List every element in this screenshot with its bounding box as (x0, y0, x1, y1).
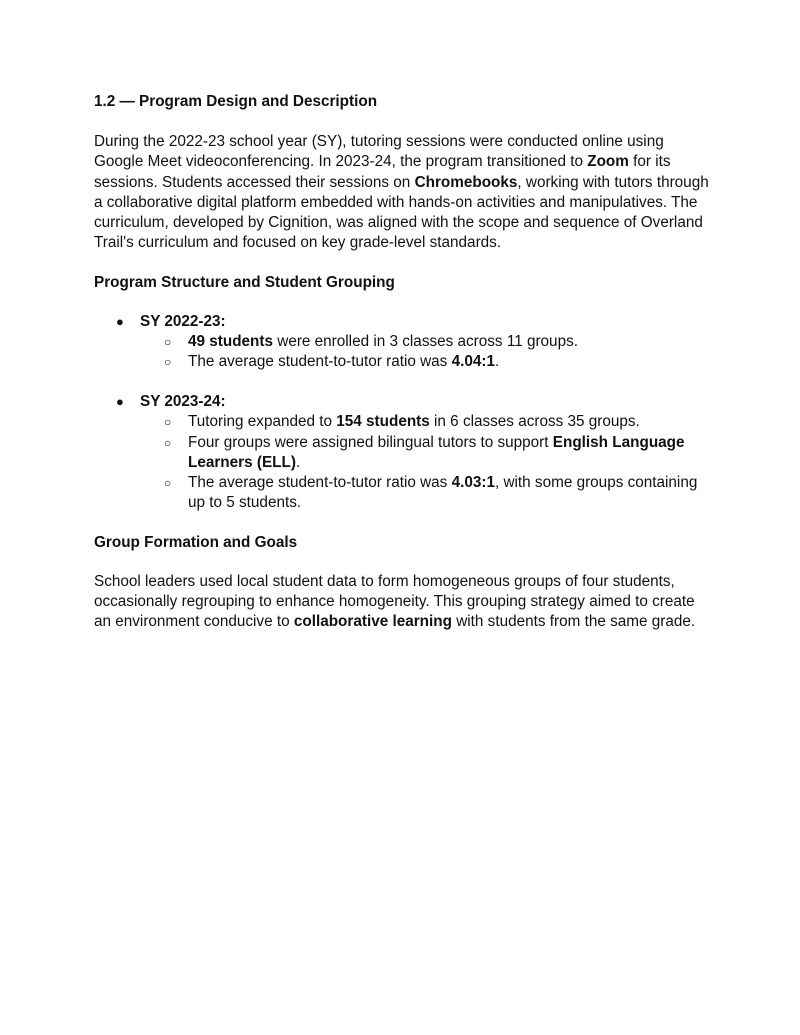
item-text-end: . (494, 353, 500, 371)
goals-text-1: School leaders used local student data to form homogeneous groups of four students, occasionally regrouping to enhance homogeneity. This grouping strategy aimed to create an environment conducive to (94, 572, 695, 631)
intro-text-3: , working with tutors through a collaborative digital platform embedded with hands-on activities and manipulatives. The curriculum, developed by Cignition, was aligned with the scope and sequence of Overland Trail's curriculum and focused on key grade-level standards. (94, 173, 709, 252)
goals-bold: collaborative learning (293, 613, 452, 631)
item-text: Four groups were assigned bilingual tutors to support (188, 433, 553, 451)
item-text: The average student-to-tutor ratio was (188, 474, 452, 492)
circle-bullet-icon: ○ (164, 476, 172, 491)
bullet-icon: ● (116, 394, 124, 410)
intro-text-2: for its sessions. Students accessed their sessions on (94, 153, 671, 191)
bold-ell: English Language Learners (ELL) (188, 433, 685, 471)
bold-students: 49 students (188, 332, 274, 350)
sub-list-item (140, 412, 710, 432)
year-label: SY 2023-24: (140, 393, 226, 411)
bold-ratio: 4.03:1 (451, 474, 495, 492)
list-item-sy-2022-23 (94, 312, 710, 373)
item-text-end: in 6 classes across 35 groups. (429, 413, 640, 431)
sub-list-item (140, 433, 710, 473)
sub-list-item (140, 473, 710, 513)
year-label: SY 2022-23: (140, 312, 226, 330)
bullet-icon: ● (116, 313, 124, 329)
sub-list (140, 412, 710, 513)
document-page (94, 92, 710, 632)
goals-heading: Group Formation and Goals (94, 534, 298, 552)
school-year-list (94, 312, 710, 514)
item-text: were enrolled in 3 classes across 11 groups. (273, 332, 578, 350)
bold-students: 154 students (336, 413, 430, 431)
structure-heading: Program Structure and Student Grouping (94, 274, 395, 292)
goals-text-2: with students from the same grade. (451, 613, 696, 631)
goals-paragraph (94, 572, 710, 633)
sub-list-item (140, 332, 710, 352)
intro-paragraph (94, 132, 710, 253)
circle-bullet-icon: ○ (164, 415, 172, 430)
circle-bullet-icon: ○ (164, 435, 172, 450)
intro-bold-zoom: Zoom (587, 153, 629, 171)
sub-list-item (140, 352, 710, 372)
item-text: The average student-to-tutor ratio was (188, 353, 452, 371)
item-text-end: . (295, 453, 301, 471)
item-text: Tutoring expanded to (188, 413, 337, 431)
intro-bold-chromebooks: Chromebooks (414, 173, 518, 191)
bold-ratio: 4.04:1 (451, 353, 495, 371)
intro-text-1: During the 2022-23 school year (SY), tutoring sessions were conducted online using Google Meet videoconferencing. In 2023-24, the program transitioned to (94, 133, 664, 171)
section-title: 1.2 — Program Design and Description (94, 93, 378, 110)
item-text-end: , with some groups containing up to 5 students. (188, 474, 698, 512)
list-item-sy-2023-24 (94, 392, 710, 513)
sub-list (140, 332, 710, 372)
circle-bullet-icon: ○ (164, 334, 172, 349)
circle-bullet-icon: ○ (164, 355, 172, 370)
